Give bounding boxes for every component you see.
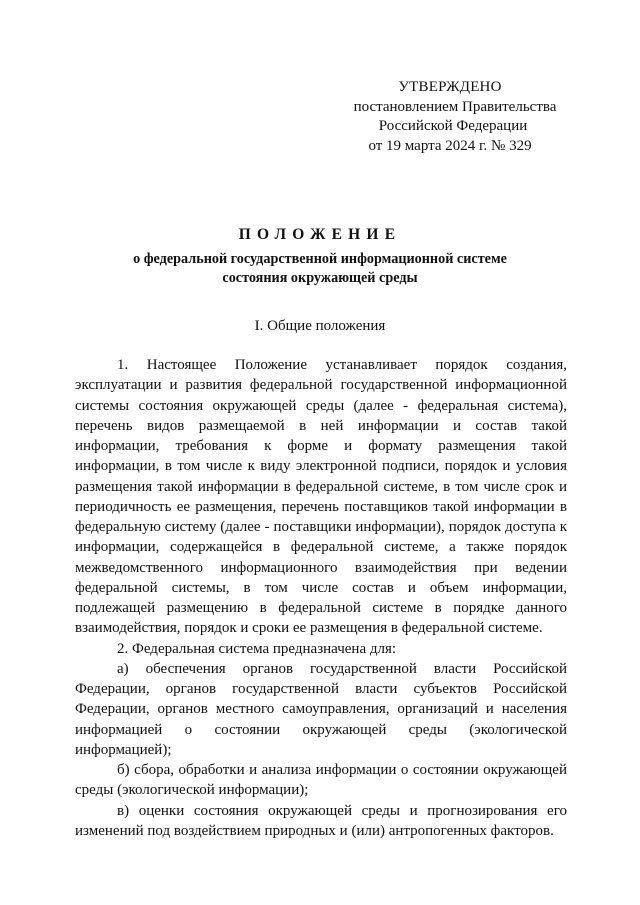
document-subtitle bbox=[0, 250, 640, 288]
document-subtitle-line-1: о федеральной государственной информационной системе bbox=[133, 251, 507, 267]
document-title: ПОЛОЖЕНИЕ bbox=[238, 226, 402, 243]
document-body bbox=[75, 355, 567, 841]
approval-stamp bbox=[340, 78, 560, 156]
paragraph-1: 1. Настоящее Положение устанавливает порядок создания, эксплуатации и развития федеральной государственной информационной системы состояния окружающей среды (далее - федеральная система), перечень видов размещаемой в ней информации и состав такой информации, требования к форме и формату размещения такой информации, в том числе к виду электронной подписи, порядок и условия размещения такой информации в федеральной системе, в том числе срок и периодичность ее размещения, перечень поставщиков такой информации в федеральную систему (далее - поставщики информации), порядок доступа к информации, содержащейся в федеральной системе, а также порядок межведомственного информационного взаимодействия при ведении федеральной системы, в том числе состав и объем информации, подлежащей размещению в федеральной системе в порядке данного взаимодействия, порядок и сроки ее размещения в федеральной системе. bbox=[75, 357, 567, 637]
paragraph-2a: а) обеспечения органов государственной власти Российской Федерации, органов государственной власти субъектов Российской Федерации, органов местного самоуправления, организаций и населения информацией о состоянии окружающей среды (экологической информацией); bbox=[75, 660, 567, 758]
paragraph-2c: в) оценки состояния окружающей среды и прогнозирования его изменений под воздействием природных и (или) антропогенных факторов. bbox=[75, 802, 567, 839]
paragraph-2b: б) сбора, обработки и анализа информации о состоянии окружающей среды (экологической информации); bbox=[75, 762, 567, 799]
section-heading: I. Общие положения bbox=[254, 318, 386, 334]
approval-authority-line: Российской Федерации bbox=[378, 118, 528, 134]
approval-date-number-line: от 19 марта 2024 г. № 329 bbox=[368, 137, 532, 154]
paragraph-2: 2. Федеральная система предназначена для: bbox=[117, 640, 397, 657]
approval-status: УТВЕРЖДЕНО bbox=[398, 79, 502, 95]
document-subtitle-line-2: состояния окружающей среды bbox=[222, 270, 418, 286]
approval-decree-line: постановлением Правительства bbox=[353, 98, 557, 115]
